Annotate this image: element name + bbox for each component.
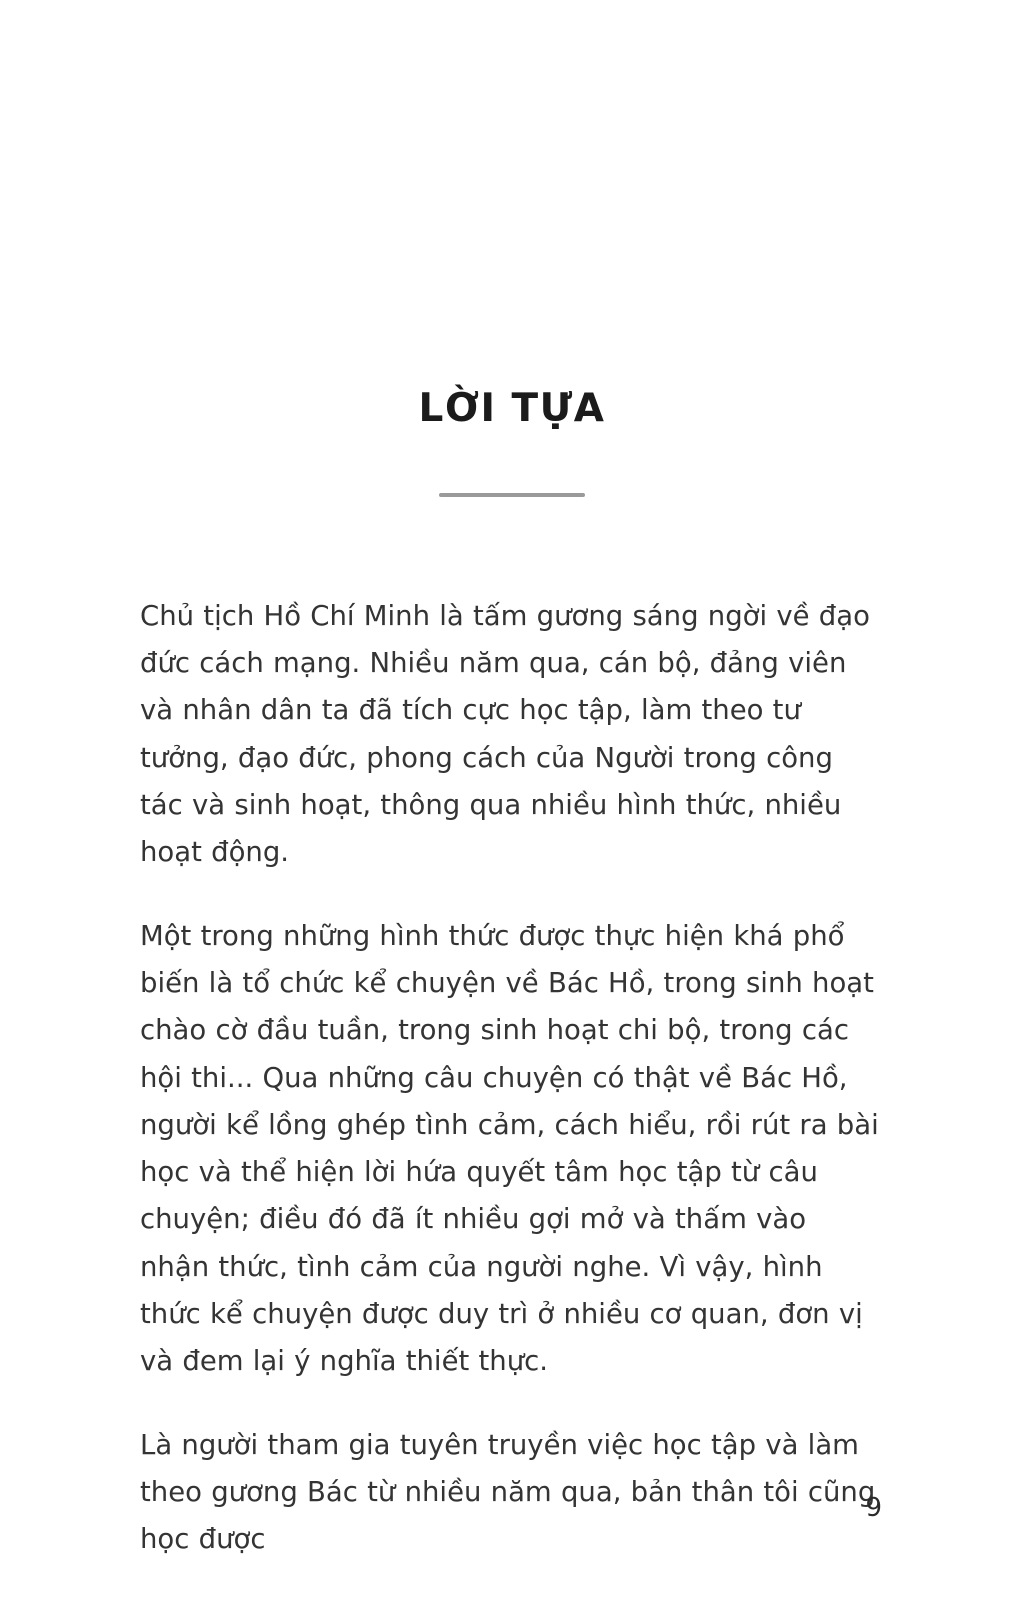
page-content [140, 0, 884, 1564]
page-title: LỜI TỰA [418, 386, 606, 431]
paragraph: Là người tham gia tuyên truyền việc học tập và làm theo gương Bác từ nhiều năm qua, bản thân tôi cũng học được [140, 1428, 876, 1556]
body-text [140, 593, 884, 1564]
paragraph: Chủ tịch Hồ Chí Minh là tấm gương sáng ngời về đạo đức cách mạng. Nhiều năm qua, cán bộ, đảng viên và nhân dân ta đã tích cực học tập, làm theo tư tưởng, đạo đức, phong cách của Người trong công tác và sinh hoạt, thông qua nhiều hình thức, nhiều hoạt động. [140, 599, 870, 869]
page-number: 9 [865, 1493, 882, 1523]
title-divider-wrap [140, 493, 884, 497]
paragraph: Một trong những hình thức được thực hiện khá phổ biến là tổ chức kể chuyện về Bác Hồ, trong sinh hoạt chào cờ đầu tuần, trong sinh hoạt chi bộ, trong các hội thi... Qua những câu chuyện có thật về Bác Hồ, người kể lồng ghép tình cảm, cách hiểu, rồi rút ra bài học và thể hiện lời hứa quyết tâm học tập từ câu chuyện; điều đó đã ít nhiều gợi mở và thấm vào nhận thức, tình cảm của người nghe. Vì vậy, hình thức kể chuyện được duy trì ở nhiều cơ quan, đơn vị và đem lại ý nghĩa thiết thực. [140, 919, 879, 1378]
title-divider [439, 493, 585, 497]
